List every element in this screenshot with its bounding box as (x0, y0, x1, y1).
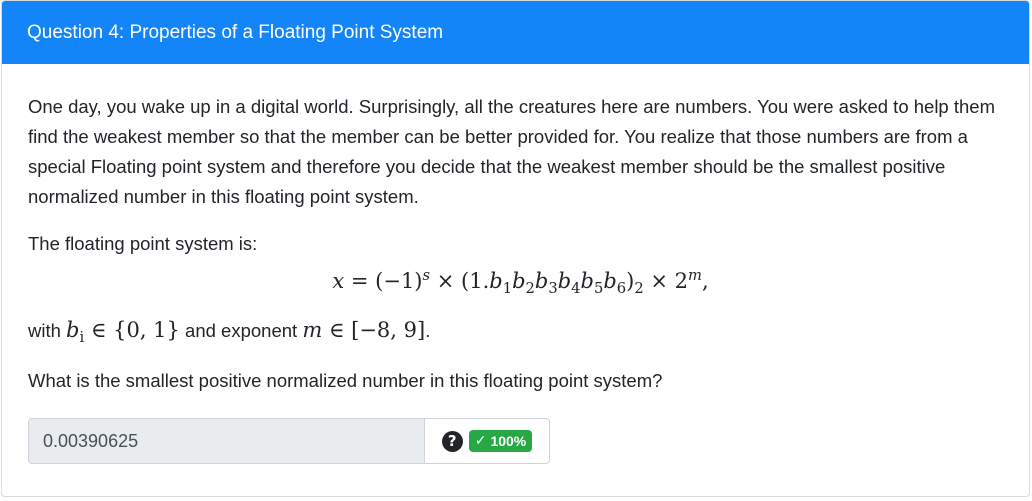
question-intro: One day, you wake up in a digital world. Surprisingly, all the creatures here are numbers. You were asked to help them find the weakest member so that the member can be better provided for. You realize that those numbers are from a special Floating point system and therefore you decide that the weakest member should be the smallest positive normalized number in this floating point system. (28, 96, 995, 207)
question-header (2, 1, 1029, 64)
answer-value: 0.00390625 (43, 430, 139, 451)
fp-equation: $x = (-1)^s \times (1.b_1b_2b_3b_4b_5b_6)_2 \times 2^m$, (332, 267, 709, 298)
fp-constraints: with $b_i$ ∈ {0, 1} and exponent m ∈ [−8, 9]. (28, 318, 431, 347)
answer-group (28, 418, 550, 464)
question-circle-icon[interactable]: ? (442, 431, 463, 452)
score-label: 100% (490, 433, 527, 449)
exponent-range-math: m ∈ [−8, 9] (302, 318, 426, 342)
question-body (2, 64, 1029, 464)
score-badge (469, 430, 533, 452)
check-icon: ✓ (474, 433, 487, 449)
answer-input[interactable] (28, 418, 425, 464)
question-prompt: What is the smallest positive normalized number in this floating point system? (28, 370, 663, 391)
fp-system-label: The floating point system is: (28, 233, 258, 254)
question-title: Question 4: Properties of a Floating Point System (27, 21, 444, 43)
question-card (1, 0, 1030, 497)
answer-addon (425, 418, 550, 464)
bit-set-math: $b_i$ ∈ {0, 1} (66, 318, 180, 347)
